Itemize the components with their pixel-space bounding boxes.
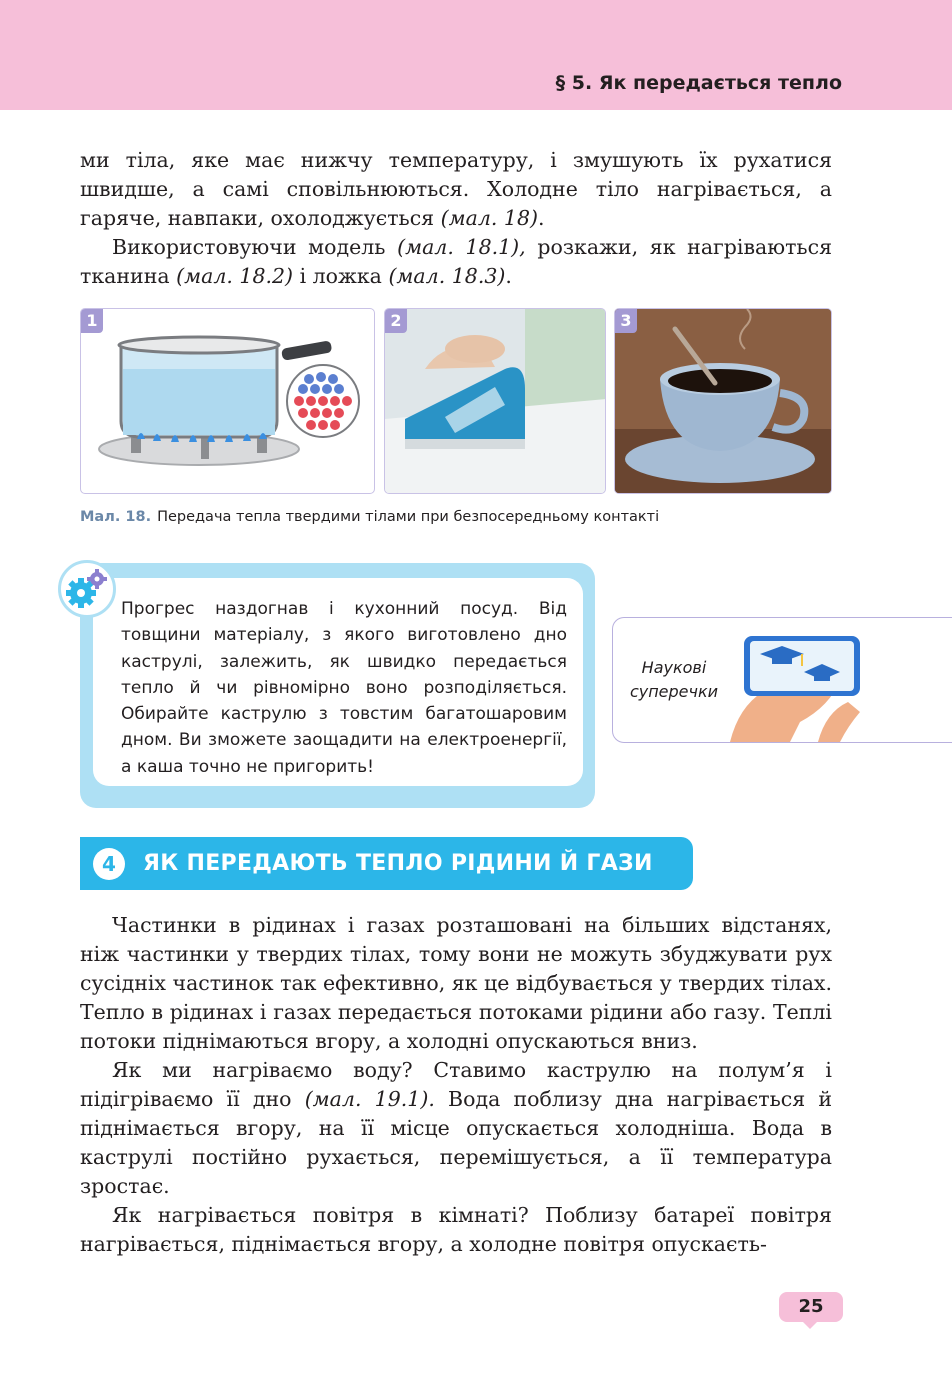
tip-text: Прогрес наздогнав і кухонний посуд. Від товщини матеріалу, з якого виготовлено дно каструлі, залежить, як швидко передається тепло й чи рівномірно воно розподіляється. Обирайте каструлю з товстим багатошаровим дном. Ви зможете заощадити на електроенергії, а каша точно не пригорить!	[121, 599, 567, 777]
figure-reference: (мал. 18.2)	[176, 264, 294, 288]
paragraph: Використовуючи модель (мал. 18.1), розкажи, як нагріваються тканина (мал. 18.2) і ложка (мал. 18.3).	[80, 235, 833, 288]
running-header-title: § 5. Як передається тепло	[555, 72, 842, 94]
pot-on-stove-image	[81, 309, 375, 494]
figure-number: 2	[385, 309, 407, 333]
caption-text: Передача тепла твердими тілами при безпосередньому контакті	[157, 509, 660, 525]
ironing-image	[385, 309, 606, 494]
phone-graduation-caps-icon	[730, 622, 865, 742]
figure-row	[80, 308, 832, 494]
paragraph: Як нагрівається повітря в кімнаті? Поблизу батареї повітря нагрівається, піднімається вгору, а холодне повітря опускаєть-	[80, 1203, 832, 1256]
figure-panel-2	[384, 308, 606, 494]
figure-panel-1	[80, 308, 375, 494]
figure-reference: (мал. 19.1).	[304, 1087, 435, 1111]
body-text-bottom	[80, 911, 832, 1259]
section-heading: ЯК ПЕРЕДАЮТЬ ТЕПЛО РІДИНИ Й ГАЗИ	[143, 851, 653, 876]
figure-number: 3	[615, 309, 637, 333]
figure-reference: (мал. 18)	[440, 206, 539, 230]
figure-reference: (мал. 18.1),	[397, 235, 526, 259]
paragraph: Частинки в рідинах і газах розташовані на більших відстанях, ніж частинки у твердих тілах, тому вони не можуть збуджувати рух сусідніх частинок так ефективно, як це відбувається у твердих тілах. Тепло в рідинах і газах передається потоками рідини або газу. Теплі потоки піднімаються вгору, а холодні опускаються вниз.	[80, 913, 832, 1053]
coffee-cup-image	[615, 309, 832, 494]
figure-caption	[80, 509, 659, 525]
figure-number: 1	[81, 309, 103, 333]
section-number: 4	[93, 848, 125, 880]
gears-icon	[58, 560, 116, 618]
figure-reference: (мал. 18.3)	[388, 264, 506, 288]
science-debate-label[interactable]: Наукові суперечки	[629, 658, 719, 701]
body-text-top	[80, 146, 832, 291]
paragraph: ми тіла, яке має нижчу температуру, і змушують їх рухатися швидше, а самі сповільнюються. Холодне тіло нагрівається, а гаряче, навпаки, охолоджується (мал. 18).	[80, 148, 832, 230]
caption-label: Мал. 18.	[80, 509, 152, 525]
figure-panel-3	[614, 308, 832, 494]
page-number-tail	[801, 1320, 819, 1329]
paragraph: Як ми нагріваємо воду? Ставимо каструлю на полум’я і підігріваємо її дно (мал. 19.1). Вода поблизу дна нагрівається й піднімається вгору, на її місце опускається холодніша. Вода в каструлі постійно рухається, перемішується, а її температура зростає.	[80, 1058, 833, 1198]
page-number: 25	[779, 1292, 843, 1322]
